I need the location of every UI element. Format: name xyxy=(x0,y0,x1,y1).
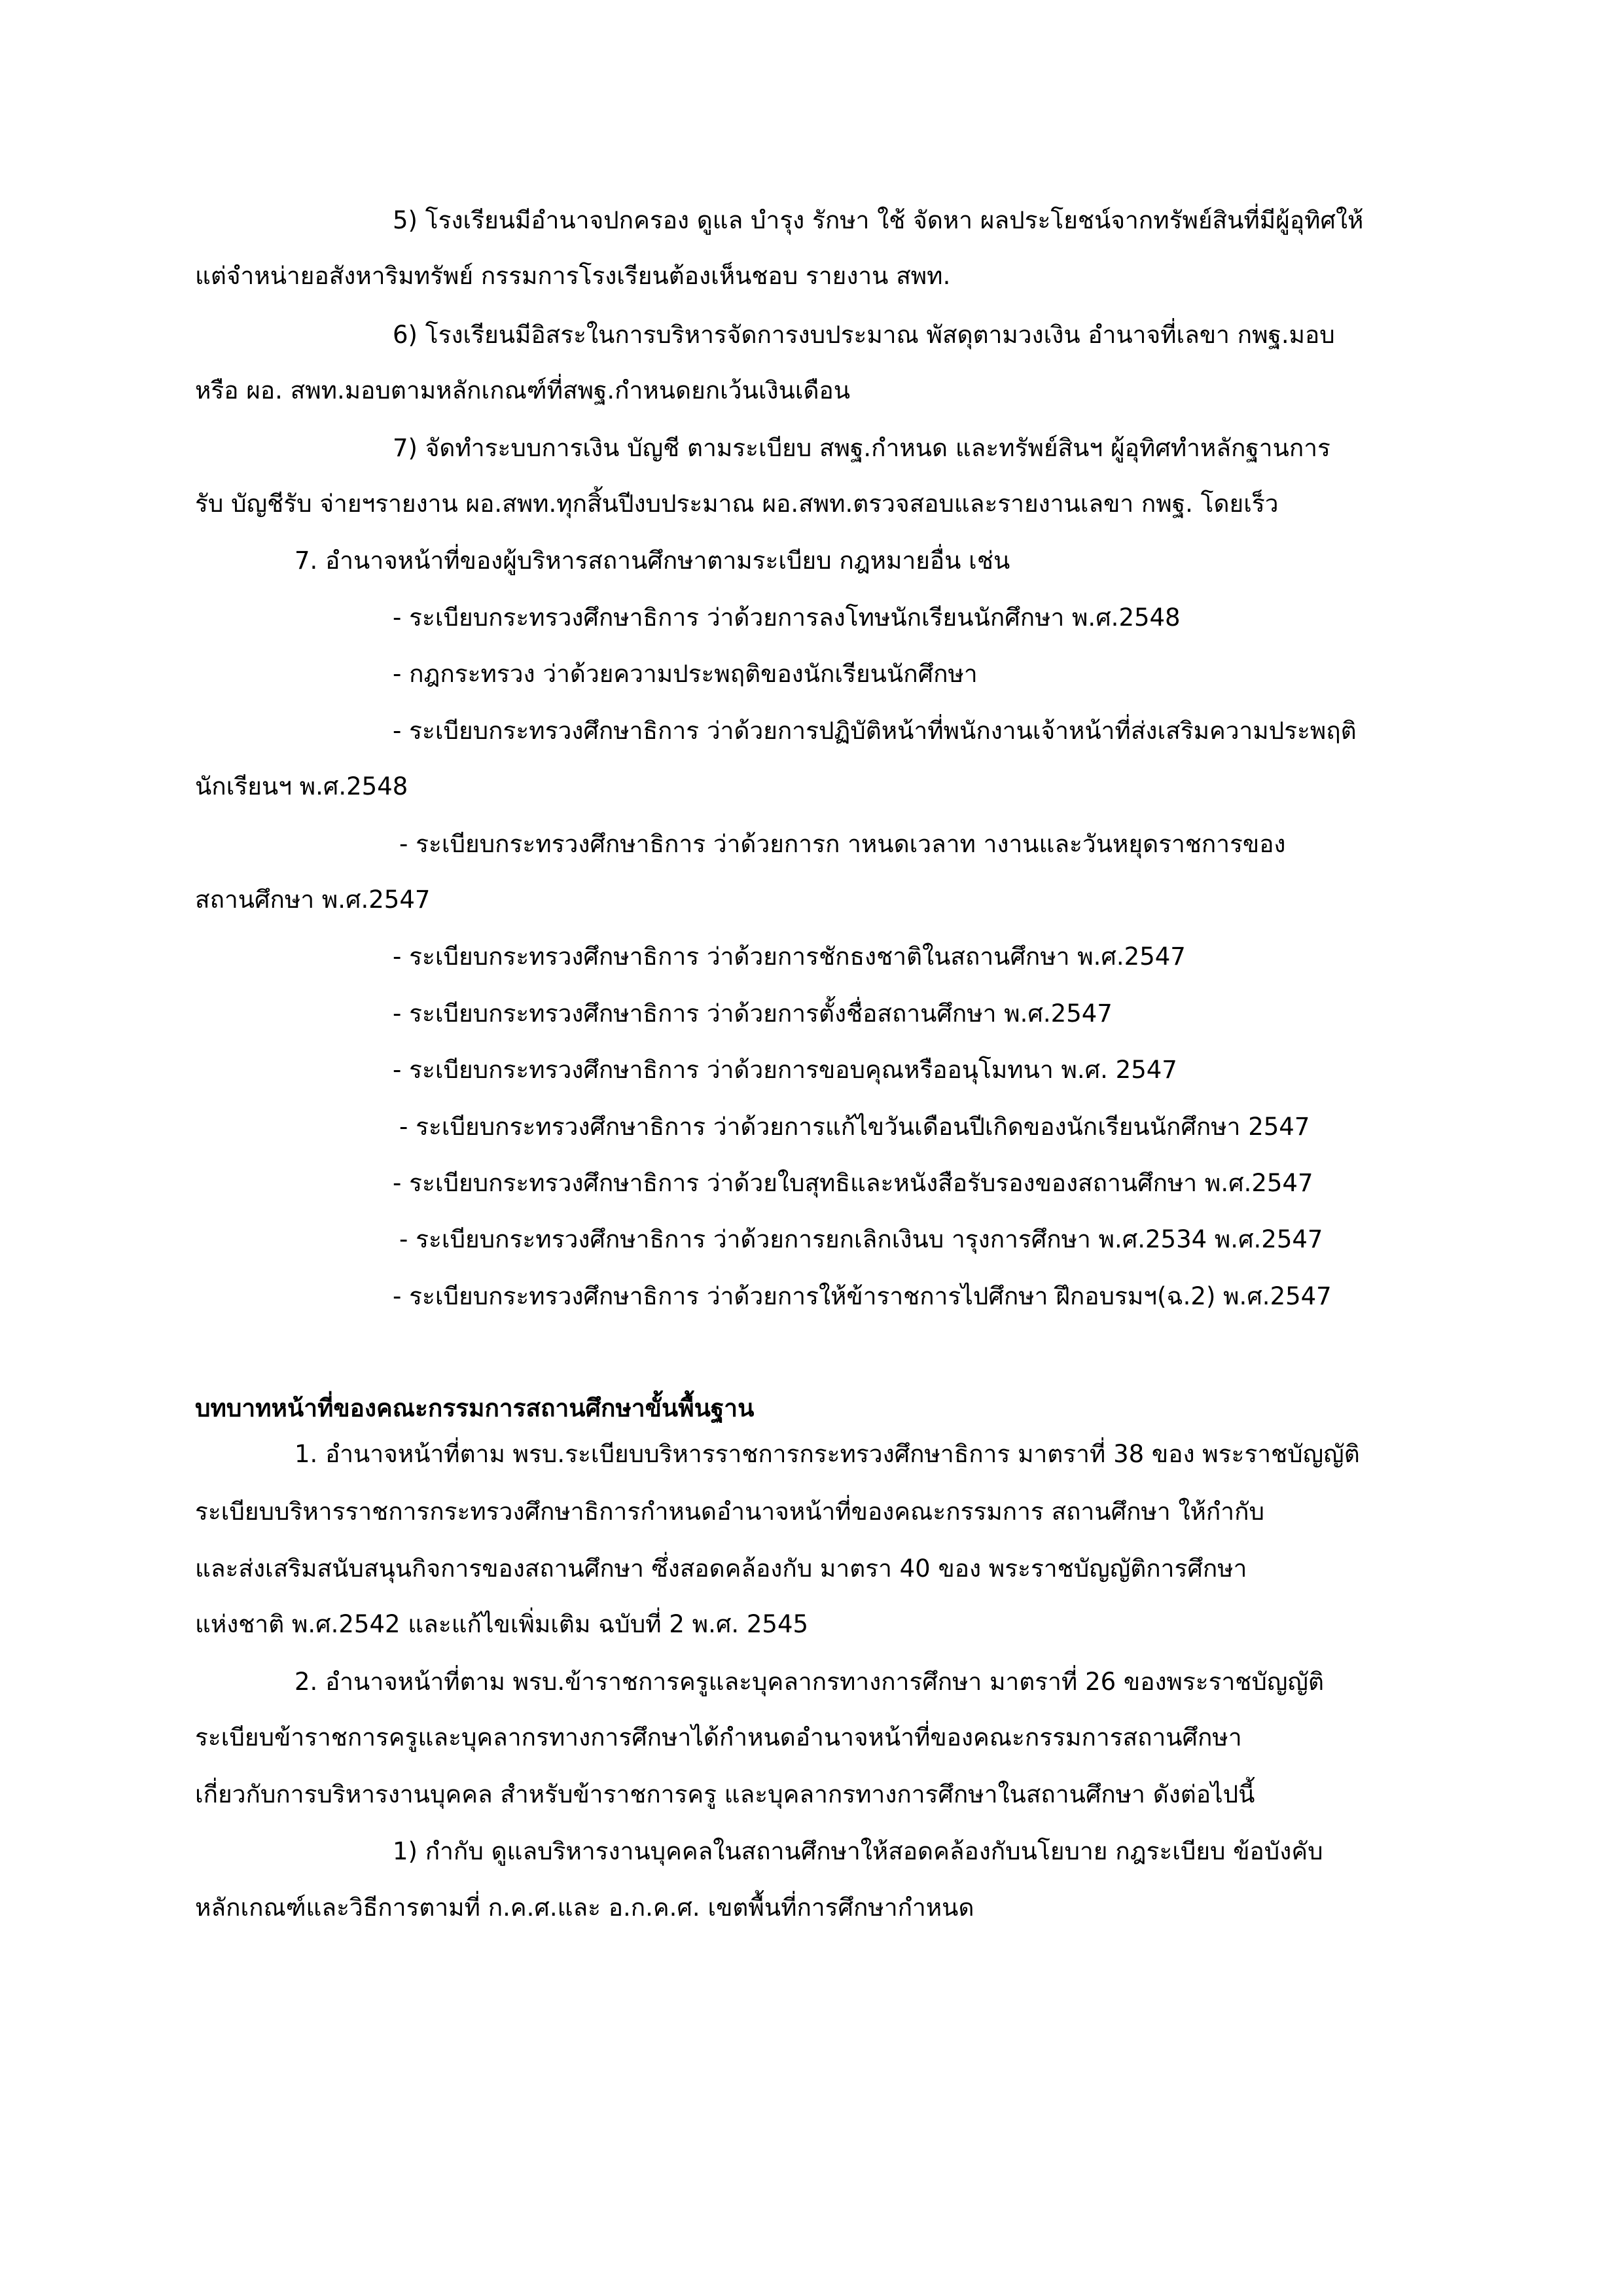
item7-line-1: 7) จัดทำระบบการเงิน บัญชี ตามระเบียบ สพฐ.กำหนด และทรัพย์สินฯ ผู้อุทิศทำหลักฐานการ xyxy=(393,434,1330,462)
regulation-item: - ระเบียบกระทรวงศึกษาธิการ ว่าด้วยการยกเลิกเงินบ ารุงการศึกษา พ.ศ.2534 พ.ศ.2547 xyxy=(399,1225,1323,1253)
regulation-item-continued: นักเรียนฯ พ.ศ.2548 xyxy=(195,772,408,800)
regulation-item: - ระเบียบกระทรวงศึกษาธิการ ว่าด้วยการขอบคุณหรืออนุโมทนา พ.ศ. 2547 xyxy=(393,1056,1177,1084)
regulation-item: - ระเบียบกระทรวงศึกษาธิการ ว่าด้วยใบสุทธิและหนังสือรับรองของสถานศึกษา พ.ศ.2547 xyxy=(393,1169,1313,1197)
sub-item-1-line-1: 1) กำกับ ดูแลบริหารงานบุคคลในสถานศึกษาให้สอดคล้องกับนโยบาย กฎระเบียบ ข้อบังคับ xyxy=(393,1837,1323,1865)
section-heading: บทบาทหน้าที่ของคณะกรรมการสถานศึกษาขั้นพื้นฐาน xyxy=(195,1394,755,1422)
item6-line-2: หรือ ผอ. สพท.มอบตามหลักเกณฑ์ที่สพฐ.กำหนดยกเว้นเงินเดือน xyxy=(195,376,851,404)
paragraph-1-line-2: ระเบียบบริหารราชการกระทรวงศึกษาธิการกำหนดอำนาจหน้าที่ของคณะกรรมการ สถานศึกษา ให้กำกับ xyxy=(195,1498,1264,1526)
paragraph-1-line-1: 1. อำนาจหน้าที่ตาม พรบ.ระเบียบบริหารราชการกระทรวงศึกษาธิการ มาตราที่ 38 ของ พระราชบัญญัติ xyxy=(294,1440,1360,1468)
item5-line-2: แต่จำหน่ายอสังหาริมทรัพย์ กรรมการโรงเรียนต้องเห็นชอบ รายงาน สพท. xyxy=(195,262,951,290)
regulation-item: - ระเบียบกระทรวงศึกษาธิการ ว่าด้วยการชักธงชาติในสถานศึกษา พ.ศ.2547 xyxy=(393,942,1186,971)
regulation-item: - ระเบียบกระทรวงศึกษาธิการ ว่าด้วยการให้ข้าราชการไปศึกษา ฝึกอบรมฯ(ฉ.2) พ.ศ.2547 xyxy=(393,1282,1332,1310)
point-7-heading: 7. อำนาจหน้าที่ของผู้บริหารสถานศึกษาตามระเบียบ กฎหมายอื่น เช่น xyxy=(294,547,1010,575)
regulation-item: - ระเบียบกระทรวงศึกษาธิการ ว่าด้วยการตั้งชื่อสถานศึกษา พ.ศ.2547 xyxy=(393,999,1113,1028)
regulation-item: - ระเบียบกระทรวงศึกษาธิการ ว่าด้วยการก าหนดเวลาท างานและวันหยุดราชการของ xyxy=(399,830,1286,858)
paragraph-1-line-3: และส่งเสริมสนับสนุนกิจการของสถานศึกษา ซึ่งสอดคล้องกับ มาตรา 40 ของ พระราชบัญญัติการศึกษา xyxy=(195,1554,1247,1583)
item5-line-1: 5) โรงเรียนมีอำนาจปกครอง ดูแล บำรุง รักษา ใช้ จัดหา ผลประโยชน์จากทรัพย์สินที่มีผู้อุทิศให้ xyxy=(393,206,1364,234)
paragraph-1-line-4: แห่งชาติ พ.ศ.2542 และแก้ไขเพิ่มเติม ฉบับที่ 2 พ.ศ. 2545 xyxy=(195,1610,809,1638)
regulation-item: - ระเบียบกระทรวงศึกษาธิการ ว่าด้วยการปฏิบัติหน้าที่พนักงานเจ้าหน้าที่ส่งเสริมความประพฤติ xyxy=(393,717,1357,745)
paragraph-2-line-2: ระเบียบข้าราชการครูและบุคลากรทางการศึกษาได้กำหนดอำนาจหน้าที่ของคณะกรรมการสถานศึกษา xyxy=(195,1723,1242,1751)
paragraph-2-line-1: 2. อำนาจหน้าที่ตาม พรบ.ข้าราชการครูและบุคลากรทางการศึกษา มาตราที่ 26 ของพระราชบัญญัติ xyxy=(294,1668,1324,1696)
sub-item-1-line-2: หลักเกณฑ์และวิธีการตามที่ ก.ค.ศ.และ อ.ก.ค.ศ. เขตพื้นที่การศึกษากำหนด xyxy=(195,1893,974,1922)
regulation-item: - กฎกระทรวง ว่าด้วยความประพฤติของนักเรียนนักศึกษา xyxy=(393,660,978,688)
paragraph-2-line-3: เกี่ยวกับการบริหารงานบุคคล สำหรับข้าราชการครู และบุคลากรทางการศึกษาในสถานศึกษา ดังต่อไปนี้ xyxy=(195,1780,1255,1808)
regulation-item: - ระเบียบกระทรวงศึกษาธิการ ว่าด้วยการแก้ไขวันเดือนปีเกิดของนักเรียนนักศึกษา 2547 xyxy=(399,1113,1310,1141)
regulation-item: - ระเบียบกระทรวงศึกษาธิการ ว่าด้วยการลงโทษนักเรียนนักศึกษา พ.ศ.2548 xyxy=(393,603,1181,632)
item7-line-2: รับ บัญชีรับ จ่ายฯรายงาน ผอ.สพท.ทุกสิ้นปีงบประมาณ ผอ.สพท.ตรวจสอบและรายงานเลขา กพฐ. โดยเร็ว xyxy=(195,490,1279,518)
regulation-item-continued: สถานศึกษา พ.ศ.2547 xyxy=(195,886,431,914)
item6-line-1: 6) โรงเรียนมีอิสระในการบริหารจัดการงบประมาณ พัสดุตามวงเงิน อำนาจที่เลขา กพฐ.มอบ xyxy=(393,321,1335,349)
